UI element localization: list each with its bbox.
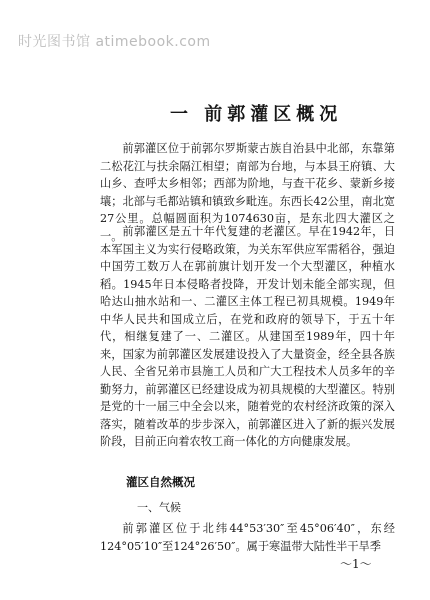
paragraph-climate: 前郭灌区位于北纬44°53′30″至45°06′40″，东经124°05′10″至124°26′50″。属于寒温带大陆性半干旱季 [100,522,395,553]
watermark: 时光图书馆 atimebook.com [18,34,211,50]
sub-heading-climate: 一、气候 [137,501,181,514]
paragraph-location: 前郭灌区位于前郭尔罗斯蒙古族自治县中北部，东靠第二松花江与扶余隔江相望；南部为台地，与本县王府镇、大山乡、查呼太乡相邻；西部为阶地，与查干花乡、蒙新乡接壤；北部与毛都站镇和镇致乡毗连。东西长42公里，南北宽27公里。总幅圆面积为1074630亩，是东北四大灌区之一。 [100,142,395,243]
section-heading: 灌区自然概况 [126,475,195,489]
chapter-title: 一 前郭灌区概况 [170,104,343,125]
paragraph-history: 前郭灌区是五十年代复建的老灌区。早在1942年，日本军国主义为实行侵略政策，为关东军供应军需稻谷，强迫中国劳工数万人在郭前旗计划开发一个大型灌区，种植水稻。1945年日本侵略者投降，开发计划未能全部实现，但哈达山抽水站和一、二灌区主体工程已初具规模。1949年中华人民共和国成立后，在党和政府的领导下，于五十年代，相继复建了一、二灌区。从建国至1989年，四十年来，国家为前郭灌区发展建设投入了大量资金，经全县各族人民、全省兄弟市县施工人员和广大工程技术人员多年的辛勤努力，前郭灌区已经建设成为初具规模的大型灌区。特别是党的十一届三中全会以来，随着党的农村经济政策的深入落实，随着改革的步步深入，前郭灌区进入了新的振兴发展阶段，目前正向着农牧工商一体化的方向健康发展。 [100,225,395,448]
page-number: ～1～ [340,557,372,571]
